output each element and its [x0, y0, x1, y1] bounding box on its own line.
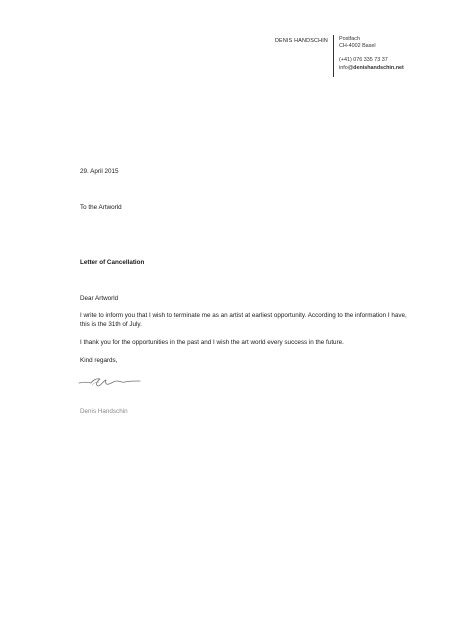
- closing: Kind regards,: [80, 357, 118, 364]
- sender-name: DENIS HANDSCHIN: [274, 38, 328, 44]
- address-line-1: Postfach: [339, 36, 360, 42]
- signer-name: Denis Handschin: [80, 408, 128, 415]
- address-spacer: [339, 50, 404, 57]
- email-prefix: info@: [339, 64, 354, 71]
- phone-number: (+41) 076 335 73 37: [339, 57, 388, 64]
- email-domain: denishandschin.net: [353, 64, 404, 71]
- letter-subject: Letter of Cancellation: [80, 259, 145, 266]
- recipient: To the Artworld: [80, 204, 122, 211]
- handwritten-signature: [78, 371, 142, 391]
- address-line-2: CH-4002 Basel: [339, 43, 376, 50]
- salutation: Dear Artworld: [80, 295, 119, 302]
- sender-address: [339, 36, 404, 72]
- body-paragraph-1: I write to inform you that I wish to terminate me as an artist at earliest opportunity. According to the information I have, this is the 31th of July.: [80, 312, 407, 328]
- body-paragraph-2: I thank you for the opportunities in the past and I wish the art world every success in the future.: [80, 339, 344, 346]
- email-address: [339, 65, 404, 72]
- letterhead-divider: [333, 35, 334, 77]
- letter-date: 29. April 2015: [80, 168, 119, 175]
